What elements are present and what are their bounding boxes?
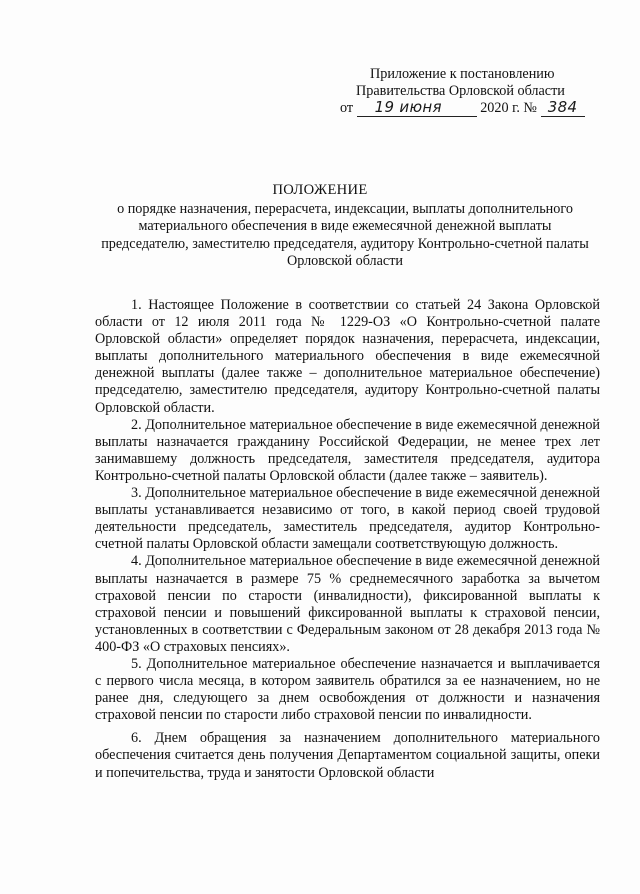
paragraph-2: 2. Дополнительное материальное обеспечение в виде ежемесячной денежной выплаты назначается гражданину Российской Федерации, не менее трех лет занимавшему должность председателя, заместителя председателя, аудитора Контрольно-счетной палаты Орловской области (далее также – заявитель). — [95, 416, 600, 484]
year-label: 2020 г. № — [480, 100, 537, 116]
handwritten-number: 384 — [547, 98, 578, 116]
appendix-date-line — [340, 100, 600, 117]
document-title: ПОЛОЖЕНИЕ — [272, 182, 368, 198]
appendix-line-1: Приложение к постановлению — [370, 66, 555, 82]
paragraph-6: 6. Днем обращения за назначением дополнительного материального обеспечения считается день получения Департаментом социальной защиты, опеки и попечительства, труда и занятости Орловской области — [95, 730, 600, 781]
handwritten-date: 19 июня — [374, 98, 442, 116]
appendix-line-2: Правительства Орловской области — [356, 83, 565, 99]
document-subtitle: о порядке назначения, перерасчета, индексации, выплаты дополнительного материального обеспечения в виде ежемесячной денежной выплаты председателю, заместителю председателя, аудитору Контрольно-счетной палаты Орловской области — [101, 201, 589, 269]
document-body — [95, 297, 600, 782]
number-field — [541, 100, 585, 117]
paragraph-4: 4. Дополнительное материальное обеспечение в виде ежемесячной денежной выплаты назначается в размере 75 % среднемесячного заработка за вычетом страховой пенсии по старости (инвалидности), фиксированной выплаты к страховой пенсии и повышений фиксированной выплаты к страховой пенсии, установленных в соответствии с Федеральным законом от 28 декабря 2013 года № 400-ФЗ «О страховых пенсиях». — [95, 553, 600, 655]
paragraph-1: 1. Настоящее Положение в соответствии со статьей 24 Закона Орловской области от 12 июля 2011 года № 1229-ОЗ «О Контрольно-счетной палате Орловской области» определяет порядок назначения, перерасчета, индексации, выплаты дополнительного материального обеспечения в виде ежемесячной денежной выплаты (далее также – дополнительное материальное обеспечение) председателю, заместителю председателя, аудитору Контрольно-счетной палаты Орловской области. — [95, 297, 600, 416]
date-field — [357, 100, 477, 117]
from-label: от — [340, 100, 354, 116]
paragraph-3: 3. Дополнительное материальное обеспечение в виде ежемесячной денежной выплаты устанавливается независимо от того, в какой период своей трудовой деятельности председатель, заместитель председателя, аудитор Контрольно-счетной палаты Орловской области замещали соответствующую должность. — [95, 485, 600, 553]
appendix-header — [340, 66, 600, 117]
paragraph-5: 5. Дополнительное материальное обеспечение назначается и выплачивается с первого числа месяца, в котором заявитель обратился за ее назначением, но не ранее дня, следующего за днем освобождения от должности и назначения страховой пенсии по старости либо страховой пенсии по инвалидности. — [95, 655, 600, 724]
